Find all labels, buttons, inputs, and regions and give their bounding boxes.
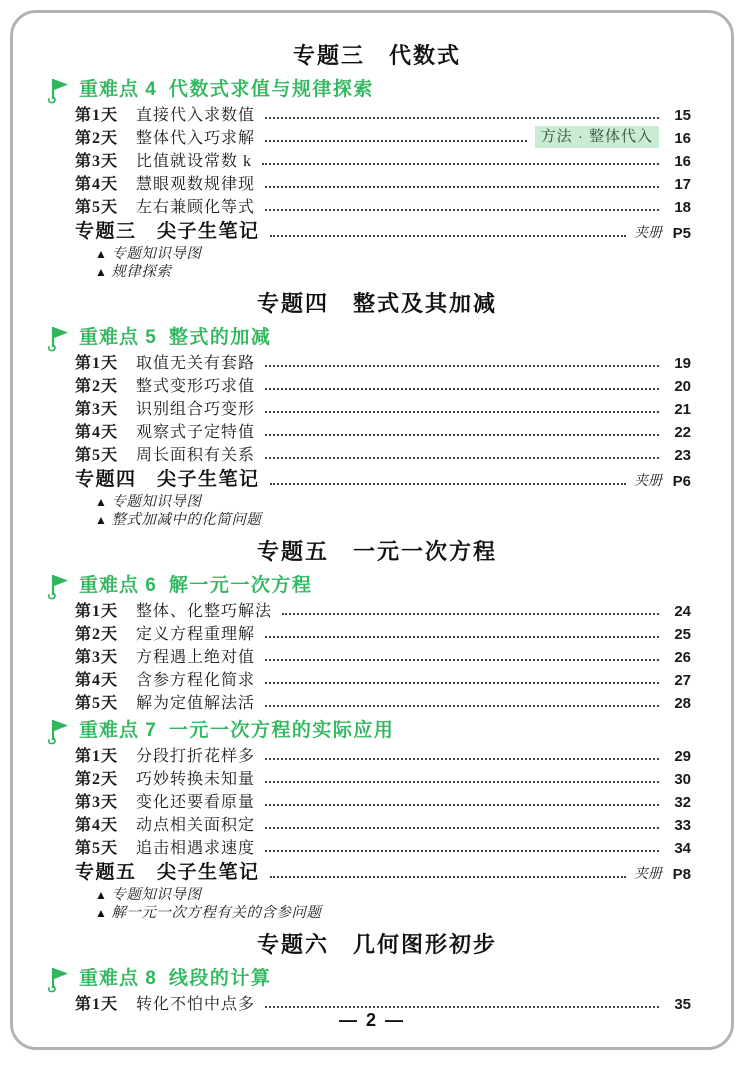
entry-title: 整式变形巧求值 bbox=[136, 378, 256, 395]
toc-row bbox=[63, 374, 691, 397]
dotted-leader bbox=[265, 659, 659, 661]
flag-icon bbox=[47, 967, 71, 993]
dotted-leader bbox=[265, 1006, 659, 1008]
notes-row bbox=[63, 860, 691, 885]
page-border bbox=[10, 10, 734, 1050]
entry-title: 整体代入巧求解 bbox=[136, 130, 256, 147]
day-label: 第1天 bbox=[75, 748, 119, 765]
entry-title: 观察式子定特值 bbox=[136, 424, 256, 441]
entry-title: 比值就设常数 k bbox=[136, 153, 253, 170]
day-label: 第5天 bbox=[75, 840, 119, 857]
entry-title: 变化还要看原量 bbox=[136, 794, 256, 811]
toc-row bbox=[63, 149, 691, 172]
day-label: 第4天 bbox=[75, 672, 119, 689]
booklet-label: 夹册 bbox=[634, 867, 662, 882]
toc-row bbox=[63, 622, 691, 645]
section-title: 一元一次方程的实际应用 bbox=[168, 720, 395, 741]
toc-row bbox=[63, 126, 691, 149]
page-number: 30 bbox=[674, 771, 691, 788]
booklet-label: 夹册 bbox=[634, 474, 662, 489]
day-label: 第1天 bbox=[75, 355, 119, 372]
sub-item-label: 规律探索 bbox=[111, 264, 172, 280]
dotted-leader bbox=[265, 682, 659, 684]
dotted-leader bbox=[270, 235, 626, 237]
notes-row bbox=[63, 467, 691, 492]
sub-item-label: 整式加减中的化简问题 bbox=[111, 512, 262, 528]
page-number: 26 bbox=[674, 649, 691, 666]
page-number: 35 bbox=[674, 996, 691, 1013]
day-label: 第3天 bbox=[75, 649, 119, 666]
dotted-leader bbox=[265, 827, 659, 829]
flag-icon bbox=[47, 78, 71, 104]
section-header bbox=[47, 966, 691, 992]
toc-row bbox=[63, 103, 691, 126]
section-number: 重难点 7 bbox=[79, 720, 157, 741]
dotted-leader bbox=[265, 117, 659, 119]
page-number: 32 bbox=[674, 794, 691, 811]
chapter-title: 专题三 代数式 bbox=[292, 43, 461, 68]
section-number: 重难点 8 bbox=[79, 968, 157, 989]
entry-title: 解为定值解法活 bbox=[136, 695, 256, 712]
page-number: 23 bbox=[674, 447, 691, 464]
sub-item bbox=[63, 263, 691, 281]
page-number: 16 bbox=[674, 130, 691, 147]
page-number: 18 bbox=[674, 199, 691, 216]
dotted-leader bbox=[265, 411, 659, 413]
toc-row bbox=[63, 836, 691, 859]
entry-title: 慧眼观数规律现 bbox=[136, 176, 256, 193]
day-label: 第1天 bbox=[75, 996, 119, 1013]
section-header bbox=[47, 325, 691, 351]
day-label: 第2天 bbox=[75, 771, 119, 788]
day-label: 第3天 bbox=[75, 794, 119, 811]
page-number: 25 bbox=[674, 626, 691, 643]
entry-title: 追击相遇求速度 bbox=[136, 840, 256, 857]
flag-icon bbox=[47, 719, 71, 745]
day-label: 第5天 bbox=[75, 695, 119, 712]
section-number: 重难点 6 bbox=[79, 575, 157, 596]
entry-title: 含参方程化简求 bbox=[136, 672, 256, 689]
entry-title: 转化不怕中点多 bbox=[136, 996, 256, 1013]
dotted-leader bbox=[265, 804, 659, 806]
entry-title: 周长面积有关系 bbox=[136, 447, 256, 464]
section-title: 整式的加减 bbox=[168, 327, 272, 348]
triangle-bullet-icon: ▲ bbox=[95, 906, 108, 920]
page-number: 15 bbox=[674, 107, 691, 124]
dotted-leader bbox=[265, 850, 659, 852]
day-label: 第3天 bbox=[75, 153, 119, 170]
triangle-bullet-icon: ▲ bbox=[95, 265, 108, 279]
page-number: 24 bbox=[674, 603, 691, 620]
dotted-leader bbox=[270, 483, 626, 485]
notes-row bbox=[63, 219, 691, 244]
section-number: 重难点 5 bbox=[79, 327, 157, 348]
day-label: 第1天 bbox=[75, 603, 119, 620]
toc-row bbox=[63, 744, 691, 767]
entry-title: 巧妙转换未知量 bbox=[136, 771, 256, 788]
triangle-bullet-icon: ▲ bbox=[95, 513, 108, 527]
section-number: 重难点 4 bbox=[79, 79, 157, 100]
dotted-leader bbox=[265, 705, 659, 707]
sub-item-label: 专题知识导图 bbox=[111, 887, 202, 903]
day-label: 第4天 bbox=[75, 817, 119, 834]
sub-item bbox=[63, 904, 691, 922]
day-label: 第4天 bbox=[75, 176, 119, 193]
entry-title: 直接代入求数值 bbox=[136, 107, 256, 124]
notes-title: 专题三 尖子生笔记 bbox=[75, 221, 260, 242]
sub-item bbox=[63, 493, 691, 511]
toc-row bbox=[63, 195, 691, 218]
dotted-leader bbox=[270, 876, 626, 878]
section-title: 代数式求值与规律探索 bbox=[168, 79, 374, 100]
chapter-title: 专题六 几何图形初步 bbox=[256, 932, 497, 957]
day-label: 第2天 bbox=[75, 130, 119, 147]
entry-title: 动点相关面积定 bbox=[136, 817, 256, 834]
method-badge: 方法 · 整体代入 bbox=[535, 126, 659, 148]
page-number-footer: — 2 — bbox=[338, 1010, 405, 1030]
entry-title: 识别组合巧变形 bbox=[136, 401, 256, 418]
triangle-bullet-icon: ▲ bbox=[95, 495, 108, 509]
day-label: 第2天 bbox=[75, 626, 119, 643]
section-header bbox=[47, 718, 691, 744]
entry-title: 取值无关有套路 bbox=[136, 355, 256, 372]
day-label: 第5天 bbox=[75, 199, 119, 216]
entry-title: 左右兼顾化等式 bbox=[136, 199, 256, 216]
day-label: 第4天 bbox=[75, 424, 119, 441]
section-header bbox=[47, 573, 691, 599]
page-number: 22 bbox=[674, 424, 691, 441]
page-number: P6 bbox=[672, 473, 691, 490]
dotted-leader bbox=[265, 140, 527, 142]
triangle-bullet-icon: ▲ bbox=[95, 247, 108, 261]
toc-content bbox=[13, 13, 731, 1015]
toc-row bbox=[63, 172, 691, 195]
dotted-leader bbox=[265, 186, 659, 188]
flag-icon bbox=[47, 326, 71, 352]
entry-title: 定义方程重理解 bbox=[136, 626, 256, 643]
dotted-leader bbox=[265, 434, 659, 436]
section-header bbox=[47, 77, 691, 103]
section-title: 解一元一次方程 bbox=[168, 575, 313, 596]
entry-title: 方程遇上绝对值 bbox=[136, 649, 256, 666]
entry-title: 分段打折花样多 bbox=[136, 748, 256, 765]
day-label: 第1天 bbox=[75, 107, 119, 124]
notes-title: 专题五 尖子生笔记 bbox=[75, 862, 260, 883]
dotted-leader bbox=[265, 636, 659, 638]
page-number: 21 bbox=[674, 401, 691, 418]
dotted-leader bbox=[265, 365, 659, 367]
toc-row bbox=[63, 397, 691, 420]
page-number: 17 bbox=[674, 176, 691, 193]
page-number: P8 bbox=[672, 866, 691, 883]
entry-title: 整体、化整巧解法 bbox=[136, 603, 273, 620]
page-number: 20 bbox=[674, 378, 691, 395]
sub-item bbox=[63, 511, 691, 529]
toc-row bbox=[63, 668, 691, 691]
page-number: P5 bbox=[672, 225, 691, 242]
toc-row bbox=[63, 420, 691, 443]
toc-row bbox=[63, 767, 691, 790]
page-number: 34 bbox=[674, 840, 691, 857]
chapter-title: 专题四 整式及其加减 bbox=[256, 291, 497, 316]
toc-row bbox=[63, 813, 691, 836]
dotted-leader bbox=[262, 163, 659, 165]
toc-row bbox=[63, 351, 691, 374]
page-number: 33 bbox=[674, 817, 691, 834]
page-number: 19 bbox=[674, 355, 691, 372]
day-label: 第5天 bbox=[75, 447, 119, 464]
toc-row bbox=[63, 645, 691, 668]
toc-row bbox=[63, 691, 691, 714]
section-title: 线段的计算 bbox=[168, 968, 272, 989]
page-number: 16 bbox=[674, 153, 691, 170]
sub-item-label: 专题知识导图 bbox=[111, 494, 202, 510]
page-number: 29 bbox=[674, 748, 691, 765]
day-label: 第3天 bbox=[75, 401, 119, 418]
toc-row bbox=[63, 599, 691, 622]
sub-item-label: 专题知识导图 bbox=[111, 246, 202, 262]
sub-item bbox=[63, 886, 691, 904]
toc-row bbox=[63, 443, 691, 466]
dotted-leader bbox=[265, 758, 659, 760]
day-label: 第2天 bbox=[75, 378, 119, 395]
flag-icon bbox=[47, 574, 71, 600]
chapter-title: 专题五 一元一次方程 bbox=[256, 539, 497, 564]
booklet-label: 夹册 bbox=[634, 226, 662, 241]
notes-title: 专题四 尖子生笔记 bbox=[75, 469, 260, 490]
dotted-leader bbox=[265, 457, 659, 459]
sub-item-label: 解一元一次方程有关的含参问题 bbox=[111, 905, 322, 921]
page-number: 28 bbox=[674, 695, 691, 712]
page-number: 27 bbox=[674, 672, 691, 689]
dotted-leader bbox=[265, 209, 659, 211]
toc-row bbox=[63, 790, 691, 813]
dotted-leader bbox=[282, 613, 659, 615]
dotted-leader bbox=[265, 781, 659, 783]
triangle-bullet-icon: ▲ bbox=[95, 888, 108, 902]
dotted-leader bbox=[265, 388, 659, 390]
sub-item bbox=[63, 245, 691, 263]
